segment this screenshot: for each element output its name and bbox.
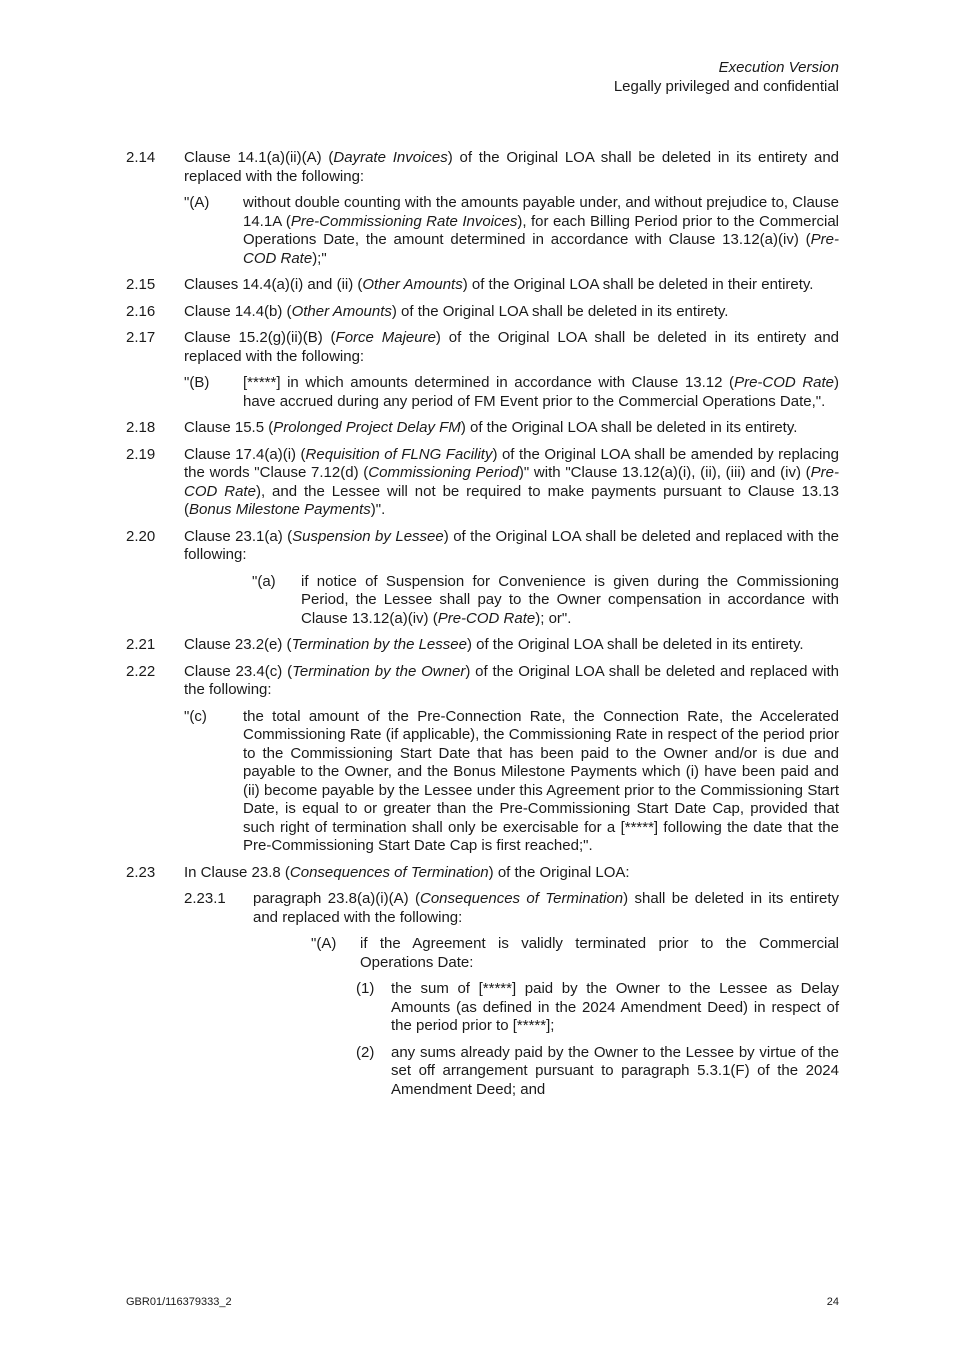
- sub-clause-text: without double counting with the amounts payable under, and without prejudice to, Clause 14.1A (Pre-Commissioning Rate Invoices), for each Billing Period prior to the Commercial Operations Date, the amount determined in accordance with Clause 13.12(a)(iv) (Pre-COD Rate);": [243, 194, 840, 267]
- item-text: the sum of [*****] paid by the Owner to the Lessee as Delay Amounts (as defined in the 2024 Amendment Deed) in respect of the period prior to [*****];: [391, 980, 839, 1034]
- sub-clause-number: "(c): [184, 707, 207, 725]
- clause-2-19: [126, 446, 839, 520]
- clause-2-20-a: [252, 573, 839, 629]
- paragraph-number: 2.23.1: [184, 890, 226, 907]
- sub-clause-number: "(A): [184, 194, 210, 211]
- clause-2-21: [126, 636, 839, 655]
- clause-2-18: [126, 419, 839, 438]
- clause-number: 2.15: [126, 276, 156, 293]
- document-body: [126, 149, 839, 1107]
- execution-version-label: Execution Version: [718, 59, 839, 76]
- clause-text: Clause 23.4(c) (Termination by the Owner) of the Original LOA shall be deleted and replaced with the following:: [184, 662, 839, 698]
- clause-2-17: [126, 329, 839, 366]
- paragraph-text: paragraph 23.8(a)(i)(A) (Consequences of Termination) shall be deleted in its entirety and replaced with the following:: [253, 890, 839, 926]
- page-header: [614, 58, 839, 96]
- clause-2-20: [126, 528, 839, 565]
- clause-text: In Clause 23.8 (Consequences of Termination) of the Original LOA:: [184, 863, 630, 881]
- clause-text: Clause 23.2(e) (Termination by the Lessee) of the Original LOA shall be deleted in its entirety.: [184, 636, 804, 653]
- sub-clause-text: the total amount of the Pre-Connection Rate, the Connection Rate, the Accelerated Commissioning Rate (if applicable), the Commissioning Rate in respect of the period prior to the Commissioning Start Date that has been paid to the Owner and/or is due and payable to the Owner, and the Bonus Milestone Payments which (i) have been paid and (ii) become payable by the Lessee under this Agreement prior to the Commissioning Start Date, is equal to or greater than the Pre-Commissioning Start Date Cap, provided that such right of termination shall only be exercisable for a [*****] following the date that the Pre-Commissioning Start Date Cap is first reached;".: [243, 707, 839, 854]
- clause-text: Clauses 14.4(a)(i) and (ii) (Other Amounts) of the Original LOA shall be deleted in their entirety.: [184, 276, 814, 293]
- clause-number: 2.18: [126, 419, 156, 436]
- sub-clause-number: "(B): [184, 374, 210, 391]
- document-reference: GBR01/116379333_2: [126, 1296, 232, 1308]
- page-number: 24: [826, 1296, 839, 1308]
- item-number: (1): [356, 980, 375, 997]
- clause-text: Clause 14.4(b) (Other Amounts) of the Original LOA shall be deleted in its entirety.: [184, 302, 729, 320]
- clause-2-23: [126, 864, 839, 883]
- clause-2-15: [126, 276, 839, 295]
- item-text: any sums already paid by the Owner to the Lessee by virtue of the set off arrangement pursuant to paragraph 5.3.1(F) of the 2024 Amendment Deed; and: [391, 1043, 839, 1098]
- sub-clause-number: "(a): [252, 572, 276, 590]
- confidentiality-label: Legally privileged and confidential: [613, 78, 839, 95]
- clause-2-23-1-A-1: [356, 980, 839, 1036]
- clause-text: Clause 14.1(a)(ii)(A) (Dayrate Invoices) of the Original LOA shall be deleted in its entirety and replaced with the following:: [184, 149, 840, 185]
- item-number: (2): [356, 1043, 375, 1061]
- clause-number: 2.17: [126, 329, 156, 346]
- clause-number: 2.16: [126, 302, 156, 320]
- sub-clause-text: if the Agreement is validly terminated prior to the Commercial Operations Date:: [360, 935, 839, 971]
- clause-number: 2.21: [126, 636, 156, 653]
- sub-clause-number: "(A): [311, 935, 337, 952]
- clause-number: 2.20: [126, 527, 156, 545]
- clause-number: 2.22: [126, 662, 156, 680]
- clause-2-23-1-A: [311, 935, 839, 972]
- clause-number: 2.14: [126, 149, 156, 166]
- clause-2-23-1: [184, 890, 839, 927]
- clause-2-22: [126, 663, 839, 700]
- clause-text: Clause 23.1(a) (Suspension by Lessee) of the Original LOA shall be deleted and replaced with the following:: [184, 527, 840, 563]
- clause-2-17-b: [184, 374, 839, 411]
- clause-2-16: [126, 303, 839, 322]
- clause-2-22-c: [184, 708, 839, 856]
- sub-clause-text: [*****] in which amounts determined in accordance with Clause 13.12 (Pre-COD Rate) have accrued during any period of FM Event prior to the Commercial Operations Date,".: [243, 374, 839, 410]
- clause-text: Clause 15.5 (Prolonged Project Delay FM) of the Original LOA shall be deleted in its entirety.: [184, 419, 798, 436]
- clause-2-14-a: [184, 194, 839, 268]
- clause-text: Clause 17.4(a)(i) (Requisition of FLNG Facility) of the Original LOA shall be amended by replacing the words "Clause 7.12(d) (Commissioning Period)" with "Clause 13.12(a)(i), (ii), (iii) and (iv) (Pre-COD Rate), and the Lessee will not be required to make payments pursuant to Clause 13.13 (Bonus Milestone Payments)".: [184, 445, 840, 518]
- clause-2-23-1-A-2: [356, 1044, 839, 1100]
- sub-clause-text: if notice of Suspension for Convenience is given during the Commissioning Period, the Lessee shall pay to the Owner compensation in accordance with Clause 13.12(a)(iv) (Pre-COD Rate); or".: [301, 572, 839, 627]
- clause-text: Clause 15.2(g)(ii)(B) (Force Majeure) of the Original LOA shall be deleted in its entirety and replaced with the following:: [184, 329, 839, 365]
- clause-number: 2.19: [126, 445, 156, 463]
- clause-2-14: [126, 149, 839, 186]
- clause-number: 2.23: [126, 863, 156, 881]
